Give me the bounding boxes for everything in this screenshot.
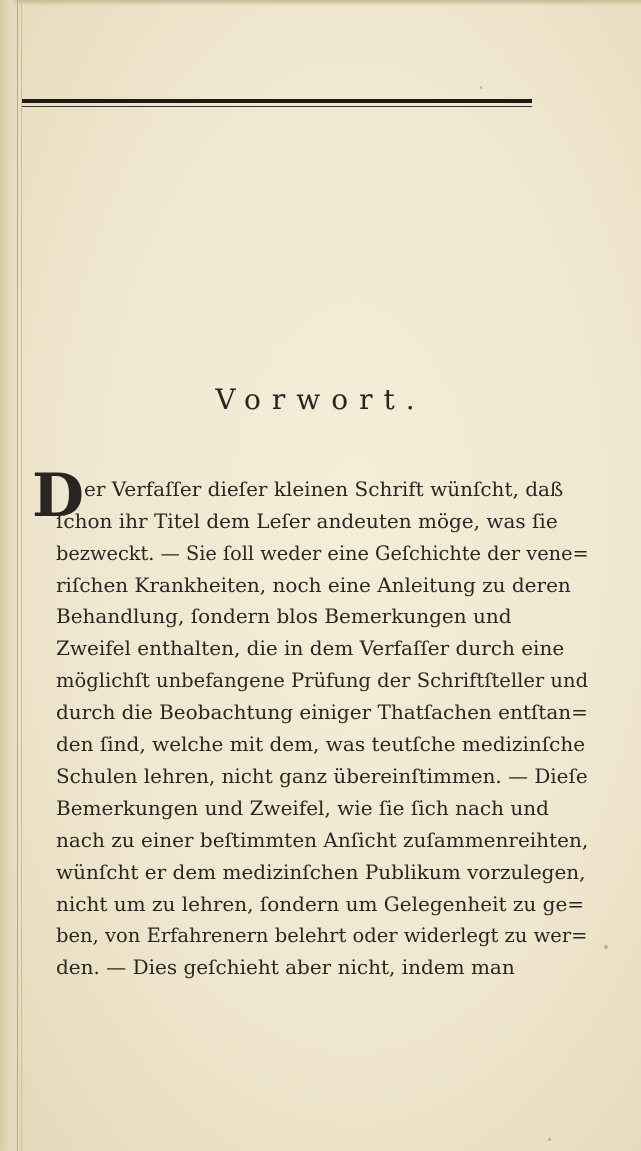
header-rule-thick	[22, 99, 532, 103]
gutter-line-inner	[21, 0, 22, 1151]
text-line: möglichſt unbefangene Prüfung der Schriftſteller und	[56, 668, 589, 692]
paper-speck	[604, 945, 608, 949]
text-line: nach zu einer beſtimmten Anſicht zuſammenreihten,	[56, 828, 589, 852]
text-line: nicht um zu lehren, ſondern um Gelegenheit zu ge=	[56, 892, 585, 916]
gutter-line	[17, 0, 18, 1151]
text-line: bezweckt. — Sie ſoll weder eine Geſchichte der vene=	[56, 541, 589, 565]
text-line: Bemerkungen und Zweifel, wie ſie ſich nach und	[56, 796, 549, 820]
drop-cap: D	[32, 461, 85, 531]
text-line: den. — Dies geſchieht aber nicht, indem man	[56, 955, 515, 979]
text-line: ſchon ihr Titel dem Leſer andeuten möge, was ſie	[56, 509, 558, 533]
page-title: Vorwort.	[215, 383, 426, 416]
text-line: Schulen lehren, nicht ganz übereinſtimmen. — Dieſe	[56, 764, 588, 788]
text-line: durch die Beobachtung einiger Thatſachen entſtan=	[56, 700, 588, 724]
page-top-edge	[0, 0, 641, 6]
header-rule-thin	[22, 106, 532, 107]
text-line: riſchen Krankheiten, noch eine Anleitung zu deren	[56, 573, 571, 597]
text-line: Zweifel enthalten, die in dem Verfaſſer durch eine	[56, 636, 565, 660]
text-line: wünſcht er dem medizinſchen Publikum vorzulegen,	[56, 860, 586, 884]
paper-speck	[480, 86, 482, 89]
text-line: ben, von Erfahrenern belehrt oder widerlegt zu wer=	[56, 923, 588, 947]
text-line: Behandlung, ſondern blos Bemerkungen und	[56, 604, 512, 628]
text-line: den ſind, welche mit dem, was teutſche medizinſche	[56, 732, 586, 756]
paper-speck	[548, 1138, 551, 1141]
text-line: er Verfaſſer dieſer kleinen Schrift wünſcht, daß	[84, 477, 564, 501]
